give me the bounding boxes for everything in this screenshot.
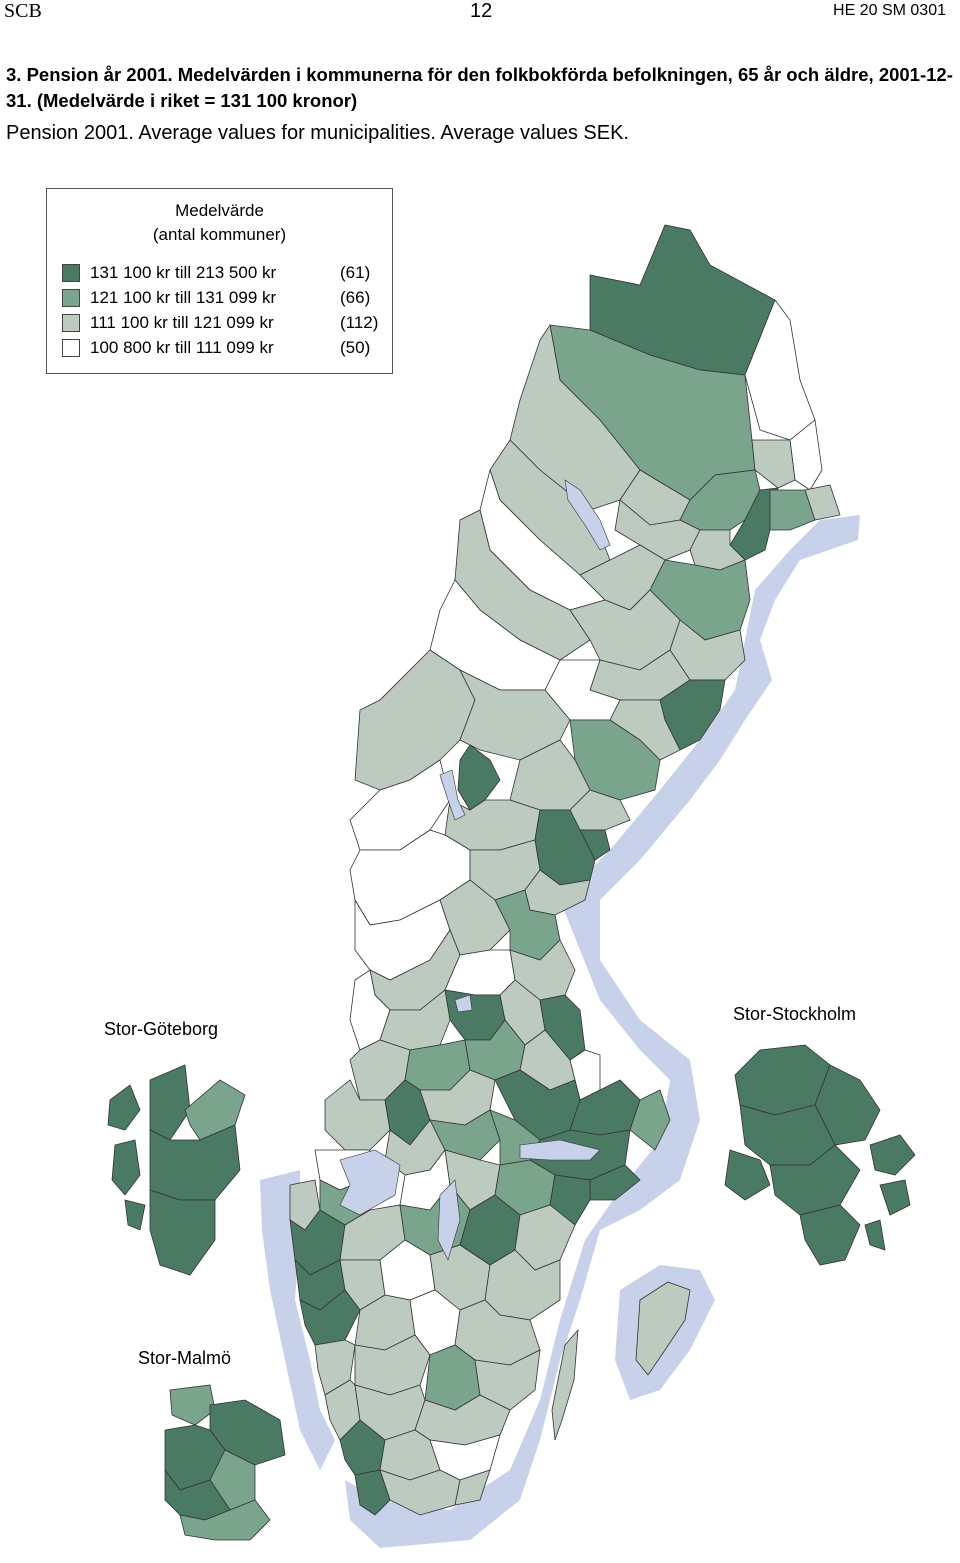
legend-heading — [47, 199, 392, 247]
report-code: HE 20 SM 0301 — [833, 2, 946, 19]
legend-range: 100 800 kr till 111 099 kr — [90, 337, 274, 357]
legend-row — [62, 285, 378, 310]
legend-swatch — [62, 264, 80, 282]
legend-row — [62, 260, 378, 285]
legend-heading-sub: (antal kommuner) — [152, 225, 287, 244]
legend-swatch — [62, 289, 80, 307]
region-stromsund — [355, 650, 475, 790]
inset-goteborg-map — [108, 1065, 245, 1275]
legend-range: 131 100 kr till 213 500 kr — [90, 262, 277, 282]
legend-count: (66) — [340, 287, 371, 307]
legend-row — [62, 310, 378, 335]
legend-count: (50) — [340, 337, 371, 357]
legend-swatch — [62, 314, 80, 332]
inset-label-stockholm: Stor-Stockholm — [733, 1004, 857, 1024]
map-title: 3. Pension år 2001. Medelvärden i kommunerna för den folkbokförda befolkningen, 65 år och äldre, 2001-12-31. (Medelvärde i riket = 131 100 kronor) — [6, 64, 953, 111]
legend-range: 111 100 kr till 121 099 kr — [90, 312, 274, 332]
inset-label-goteborg: Stor-Göteborg — [104, 1019, 219, 1039]
region-overkalix — [752, 440, 795, 488]
legend-swatch — [62, 339, 80, 357]
page-number: 12 — [470, 0, 493, 22]
legend-range: 121 100 kr till 131 099 kr — [90, 287, 277, 307]
inset-stockholm-map — [725, 1045, 915, 1265]
legend-row — [62, 335, 378, 360]
legend-count: (112) — [340, 312, 379, 332]
inset-malmo-map — [165, 1385, 285, 1540]
map-subtitle: Pension 2001. Average values for municipalities. Average values SEK. — [6, 122, 629, 144]
legend-rows — [62, 260, 378, 360]
publisher-label: SCB — [4, 0, 42, 22]
map-legend — [46, 188, 393, 374]
legend-count: (61) — [340, 262, 371, 282]
inset-label-malmo: Stor-Malmö — [138, 1348, 232, 1368]
legend-heading-main: Medelvärde — [175, 201, 264, 220]
lake-vanern — [340, 1150, 400, 1215]
